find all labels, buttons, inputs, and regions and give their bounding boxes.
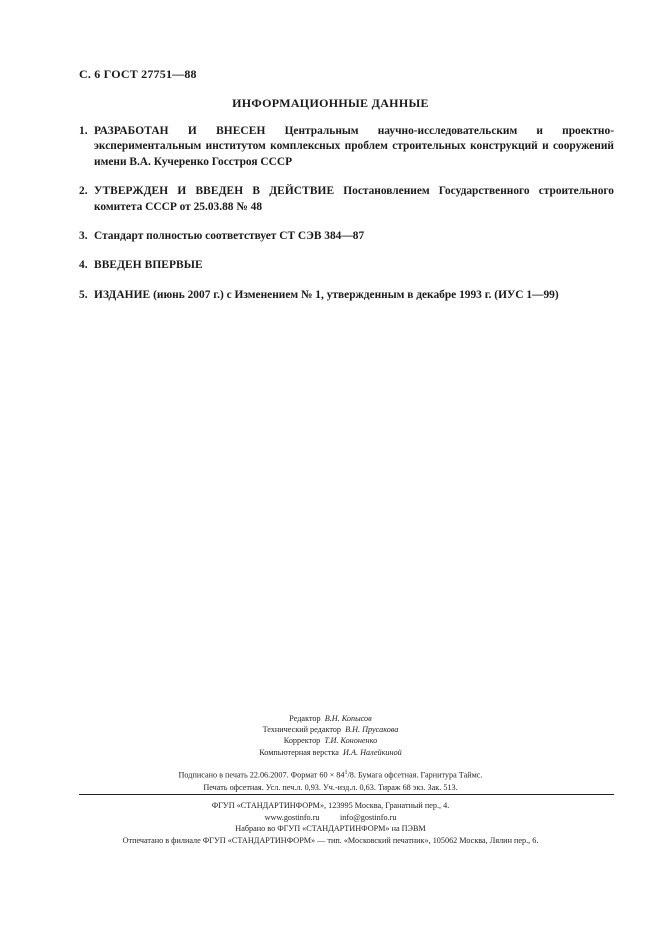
print-info-line-2: Печать офсетная. Усл. печ.л. 0,93. Уч.-изд.л. 0,63. Тираж 68 экз. Зак. 513. xyxy=(203,782,458,792)
item-number: 1. xyxy=(79,125,88,137)
item-number: 2. xyxy=(79,185,88,198)
print-info xyxy=(0,768,661,793)
publisher-info xyxy=(0,800,661,846)
section-title: ИНФОРМАЦИОННЫЕ ДАННЫЕ xyxy=(232,96,429,110)
credit-label: Корректор xyxy=(283,736,321,746)
list-item xyxy=(79,288,614,303)
credit-tech-editor xyxy=(0,724,661,735)
list-item xyxy=(79,258,614,273)
credit-name: В.Н. Прусакова xyxy=(345,725,399,735)
divider-line xyxy=(79,794,614,795)
publisher-website: www.gostinfo.ru xyxy=(264,812,320,822)
item-body: Центральным научно-исследовательским и проектно-экспериментальным институтом комплексных проблем строительных конструкций и сооружений имени В.А. Кучеренко Госстроя СССР xyxy=(94,125,614,168)
item-text xyxy=(94,184,614,215)
item-number: 4. xyxy=(79,259,88,272)
credit-corrector xyxy=(0,735,661,746)
credit-name: Т.И. Кононенко xyxy=(324,736,378,746)
print-info-line-1 xyxy=(0,768,661,782)
item-text xyxy=(94,229,614,244)
credits-block xyxy=(0,713,661,758)
item-text xyxy=(94,288,614,303)
item-number: 5. xyxy=(79,288,88,301)
item-lead: УТВЕРЖДЕН И ВВЕДЕН В ДЕЙСТВИЕ xyxy=(94,185,335,198)
item-text xyxy=(94,258,614,273)
format-superscript: 1 xyxy=(344,770,348,776)
item-number: 3. xyxy=(79,230,88,243)
print-format-text: Подписано в печать 22.06.2007. Формат 60 × 84 xyxy=(178,770,345,780)
publisher-printed: Отпечатано в филиале ФГУП «СТАНДАРТИНФОРМ» — тип. «Московский печатник», 105062 Москва, Лялин пер., 6. xyxy=(122,835,539,845)
credit-label: Технический редактор xyxy=(262,725,341,735)
publisher-address: ФГУП «СТАНДАРТИНФОРМ», 123995 Москва, Гранатный пер., 4. xyxy=(211,801,450,810)
publisher-email: info@gostinfo.ru xyxy=(340,812,397,822)
credit-name: В.Н. Копысов xyxy=(324,714,372,723)
item-lead: ВВЕДЕН ВПЕРВЫЕ xyxy=(94,259,203,272)
list-item xyxy=(79,124,614,170)
info-items-list xyxy=(79,124,614,317)
page-reference: С. 6 ГОСТ 27751—88 xyxy=(79,67,197,81)
credit-name: И.А. Налейкиной xyxy=(343,747,402,757)
credit-label: Редактор xyxy=(289,714,321,723)
item-text xyxy=(94,124,614,170)
item-lead: ИЗДАНИЕ xyxy=(94,288,151,301)
item-body: Постановлением Государственного строительного комитета СССР от 25.03.88 № 48 xyxy=(94,185,614,213)
item-body: (июнь 2007 г.) с Изменением № 1, утвержденным в декабре 1993 г. (ИУС 1—99) xyxy=(150,288,559,301)
item-body: Стандарт полностью соответствует СТ СЭВ 384—87 xyxy=(94,230,365,243)
print-paper-text: . Бумага офсетная. Гарнитура Таймс. xyxy=(353,770,483,780)
credit-editor xyxy=(0,713,661,724)
publisher-typeset: Набрано во ФГУП «СТАНДАРТИНФОРМ» на ПЭВМ xyxy=(235,824,426,834)
format-slash: / xyxy=(347,770,350,780)
credit-layout xyxy=(0,747,661,758)
item-lead: РАЗРАБОТАН И ВНЕСЕН xyxy=(94,125,266,137)
list-item xyxy=(79,229,614,244)
credit-label: Компьютерная верстка xyxy=(259,747,339,757)
publisher-contacts xyxy=(0,812,661,824)
list-item xyxy=(79,184,614,215)
format-denominator: 8 xyxy=(349,770,354,780)
